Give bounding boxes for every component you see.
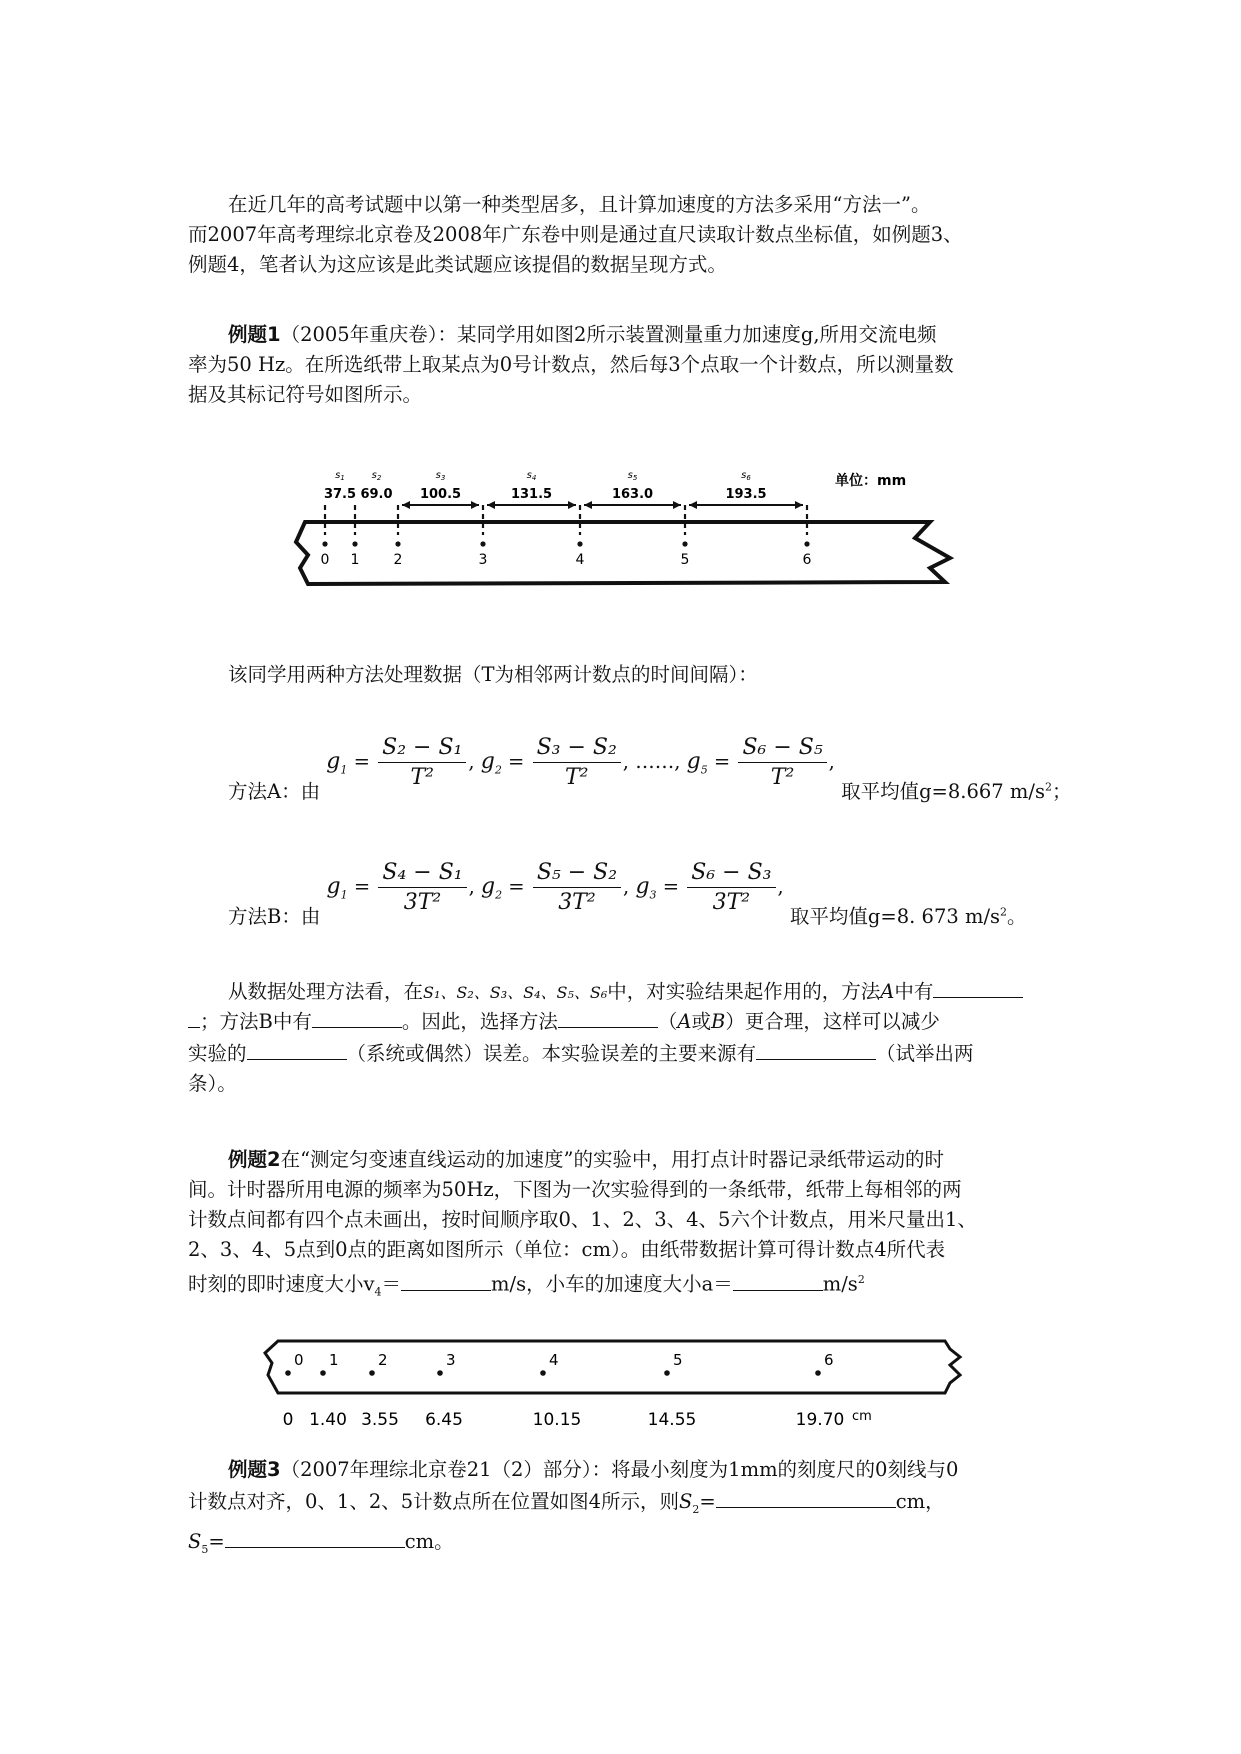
tape-1-arrowhead xyxy=(584,501,592,509)
tape-2-value: 10.15 xyxy=(532,1410,582,1430)
q-text-11: （试举出两 xyxy=(876,1042,974,1065)
example-1-line-3: 据及其标记符号如图所示。 xyxy=(188,383,423,406)
tape-2-dot xyxy=(815,1370,821,1376)
intro-paragraph xyxy=(188,190,1068,220)
tape-1-dot xyxy=(395,541,400,546)
method-a-g2: $g_2$ xyxy=(480,749,502,777)
q-text-2: 中，对实验结果起作用的，方法 xyxy=(607,980,881,1003)
example-2-line-2: 间。计时器所用电源的频率为50Hz，下图为一次实验得到的一条纸带，纸带上每相邻的两 xyxy=(188,1178,962,1201)
q-symbols: S₁、S₂、S₃、S₄、S₅、S₆ xyxy=(423,983,608,1002)
example-2-cont xyxy=(188,1175,1068,1307)
tape-2-point-label: 6 xyxy=(824,1351,834,1369)
tape-1-seg-symbol: $s_6$ xyxy=(741,470,751,482)
tape-1-arrowhead xyxy=(673,501,681,509)
method-b-suffix: 取平均值g=8. 673 $m/s^2$。 xyxy=(789,905,1027,928)
tape-1-seg-symbol: $s_2$ xyxy=(371,470,382,482)
tape-1-seg-value: 100.5 xyxy=(419,487,462,502)
q-text-6: （ xyxy=(657,1010,678,1033)
tape-1-arrowhead xyxy=(471,501,479,509)
tape-1-dot xyxy=(804,541,809,546)
example-2-paragraph xyxy=(188,1145,1068,1175)
tape-2-outline xyxy=(265,1341,960,1393)
tape-1-seg-value: 193.5 xyxy=(725,487,767,502)
method-a-formula: 方法A：由 $g_1$ = $\frac{\text{S₂ − S₁}}{\text{T²}}$ , $g_2$ = $\frac{\text{S₃ − S₂}}{\text{T²}}$ , ……, $g_5$ = $\frac{\text{S₆ − S₅}}{\text{T²}}$ , 取平均值g=8.667 $m/s^2$； xyxy=(228,735,1072,803)
example-1-question-cont xyxy=(188,1005,1068,1099)
tape-1-dot xyxy=(480,541,485,546)
tape-1-arrowhead xyxy=(487,501,495,509)
tape-1-point-label: 5 xyxy=(680,552,690,568)
tape-1-arrowhead xyxy=(795,501,803,509)
answer-blank-s5[interactable] xyxy=(225,1525,405,1548)
q-text-8: ）更合理，这样可以减少 xyxy=(725,1010,940,1033)
tape-1-seg-symbol: $s_1$ xyxy=(335,470,345,482)
example-1-paragraph xyxy=(188,320,1068,350)
answer-blank-5[interactable] xyxy=(756,1037,876,1060)
tape-2-point-label: 5 xyxy=(673,1351,683,1369)
method-b-fraction-3: $\frac{\text{S₆ − S₃}}{\text{3T²}}$ xyxy=(687,860,775,915)
q-b: B xyxy=(710,1010,726,1033)
q-text-10: （系统或偶然）误差。本实验误差的主要来源有 xyxy=(346,1042,757,1065)
q-text-5: 。因此，选择方法 xyxy=(401,1010,558,1033)
tape-2-point-label: 0 xyxy=(294,1351,304,1369)
tape-1-point-label: 0 xyxy=(320,552,330,568)
method-a-g5: $g_5$ xyxy=(686,749,708,777)
tape-1-arrowhead xyxy=(402,501,410,509)
tape-1-dot xyxy=(577,541,582,546)
method-b-fraction-1: $\frac{\text{S₄ − S₁}}{\text{3T²}}$ xyxy=(378,860,466,915)
example-3-line-2: 计数点对齐，0、1、2、5计数点所在位置如图4所示，则$S_2=$ cm， xyxy=(188,1485,1068,1525)
method-b-prefix: 方法B：由 xyxy=(228,905,321,928)
method-a-fraction-1: $\frac{\text{S₂ − S₁}}{\text{T²}}$ xyxy=(378,735,466,790)
q-text-1: 从数据处理方法看，在 xyxy=(228,980,424,1003)
tape-2-dot xyxy=(664,1370,670,1376)
example-3-paragraph xyxy=(188,1455,1068,1485)
tape-1-dot xyxy=(322,541,327,546)
tape-2-value: 0 xyxy=(282,1410,294,1430)
example-1-label: 例题1 xyxy=(228,323,281,346)
tape-2-value: 14.55 xyxy=(647,1410,697,1430)
tape-figure-2 xyxy=(260,1335,980,1435)
tape-1-point-label: 6 xyxy=(802,552,812,568)
answer-blank-3[interactable] xyxy=(558,1005,658,1028)
tape-2-dot xyxy=(540,1370,546,1376)
q-a2: A xyxy=(677,1010,692,1033)
answer-blank-2[interactable] xyxy=(312,1005,402,1028)
tape-1-seg-value: 163.0 xyxy=(611,487,654,502)
example-1-line-2: 率为50 Hz。在所选纸带上取某点为0号计数点，然后每3个点取一个计数点，所以测量数 xyxy=(188,353,954,376)
example-1-line-1: （2005年重庆卷）：某同学用如图2所示装置测量重力加速度g,所用交流电频 xyxy=(280,323,937,346)
q-text-3: 中有 xyxy=(894,980,934,1003)
method-intro-text: 该同学用两种方法处理数据（T为相邻两计数点的时间间隔）： xyxy=(228,663,758,686)
tape-2-point-label: 4 xyxy=(549,1351,559,1369)
q-text-12: 条）。 xyxy=(188,1072,237,1095)
tape-1-unit: 单位：mm xyxy=(835,473,907,489)
method-b-g3: $g_3$ xyxy=(635,874,657,902)
answer-blank-4[interactable] xyxy=(247,1037,347,1060)
q-text-4: ；方法B中有 xyxy=(200,1010,312,1033)
tape-2-point-label: 3 xyxy=(446,1351,456,1369)
example-2-label: 例题2 xyxy=(228,1148,281,1171)
tape-2-point-label: 2 xyxy=(378,1351,388,1369)
tape-2-value: 19.70 xyxy=(795,1410,845,1430)
example-1-question xyxy=(188,975,1068,1008)
example-2-line-1: 在“测定匀变速直线运动的加速度”的实验中，用打点计时器记录纸带运动的时 xyxy=(280,1148,945,1171)
example-3-label: 例题3 xyxy=(228,1458,281,1481)
method-b-formula: 方法B：由 $g_1$ = $\frac{\text{S₄ − S₁}}{\text{3T²}}$ , $g_2$ = $\frac{\text{S₅ − S₂}}{\text{3T²}}$ , $g_3$ = $\frac{\text{S₆ − S₃}}{\text{3T²}}$ , 取平均值g=8. 673 $m/s^2$。 xyxy=(228,860,1027,928)
tape-2-dot xyxy=(369,1370,375,1376)
method-b-g1: $g_1$ xyxy=(326,874,348,902)
example-3-line-1: （2007年理综北京卷21（2）部分）：将最小刻度为1mm的刻度尺的0刻线与0 xyxy=(280,1458,959,1481)
example-2-line-4: 2、3、4、5点到0点的距离如图所示（单位：cm）。由纸带数据计算可得计数点4所代表 xyxy=(188,1238,946,1261)
tape-1-arrowhead xyxy=(568,501,576,509)
example-2-line-5: 时刻的即时速度大小$v_4= m/s$，小车的加速度大小$a= m/s^2$ xyxy=(188,1265,1068,1307)
tape-figure-1 xyxy=(290,460,970,610)
tape-2-dot xyxy=(320,1370,326,1376)
q-text-7: 或 xyxy=(691,1010,711,1033)
intro-line-3: 例题4，笔者认为这应该是此类试题应该提倡的数据呈现方式。 xyxy=(188,253,727,276)
method-a-prefix: 方法A：由 xyxy=(228,780,321,803)
method-a-suffix: 取平均值g=8.667 $m/s^2$； xyxy=(841,780,1072,803)
example-3-line-3: $S_5=$ cm。 xyxy=(188,1525,1068,1565)
intro-line-2-wrap xyxy=(188,220,1068,280)
method-a-fraction-5: $\frac{\text{S₆ − S₅}}{\text{T²}}$ xyxy=(738,735,826,790)
tape-1-seg-symbol: $s_5$ xyxy=(627,470,638,482)
intro-line-1: 在近几年的高考试题中以第一种类型居多，且计算加速度的方法多采用“方法一”。 xyxy=(228,193,931,216)
tape-2-point-label: 1 xyxy=(329,1351,339,1369)
method-a-dots: ……, xyxy=(635,750,681,773)
tape-1-seg-symbol: $s_4$ xyxy=(526,470,537,482)
example-2-line-3: 计数点间都有四个点未画出，按时间顺序取0、1、2、3、4、5六个计数点，用米尺量出1、 xyxy=(188,1208,977,1231)
tape-2-value: 3.55 xyxy=(361,1410,399,1430)
tape-1-dot xyxy=(352,541,357,546)
answer-blank-s2[interactable] xyxy=(716,1485,896,1508)
answer-blank-1[interactable] xyxy=(933,975,1023,998)
tape-2-unit: cm xyxy=(852,1409,872,1424)
tape-1-seg-value: 131.5 xyxy=(510,487,553,502)
tape-1-point-label: 3 xyxy=(478,552,488,568)
method-intro xyxy=(188,660,1068,690)
example-3-cont xyxy=(188,1485,1068,1565)
example-1-cont xyxy=(188,350,1068,410)
tape-1-point-label: 2 xyxy=(393,552,403,568)
tape-1-arrowhead xyxy=(689,501,697,509)
method-a-g1: $g_1$ xyxy=(326,749,348,777)
q-a: A xyxy=(880,980,895,1003)
tape-1-seg-value: 69.0 xyxy=(360,487,393,502)
tape-1-dot xyxy=(682,541,687,546)
tape-2-dot xyxy=(285,1370,291,1376)
tape-1-seg-value: 37.5 xyxy=(323,487,357,502)
intro-line-2: 而2007年高考理综北京卷及2008年广东卷中则是通过直尺读取计数点坐标值，如例题3、 xyxy=(188,223,963,246)
tape-2-value: 6.45 xyxy=(425,1410,463,1430)
method-b-g2: $g_2$ xyxy=(481,874,503,902)
answer-blank-v4[interactable] xyxy=(401,1268,491,1291)
method-b-fraction-2: $\frac{\text{S₅ − S₂}}{\text{3T²}}$ xyxy=(533,860,621,915)
answer-blank-a[interactable] xyxy=(733,1268,823,1291)
q-text-9: 实验的 xyxy=(188,1042,247,1065)
tape-1-seg-symbol: $s_3$ xyxy=(435,470,446,482)
tape-1-point-label: 4 xyxy=(575,552,585,568)
method-a-fraction-2: $\frac{\text{S₃ − S₂}}{\text{T²}}$ xyxy=(533,735,621,790)
tape-2-value: 1.40 xyxy=(309,1410,347,1430)
tape-2-dot xyxy=(437,1370,443,1376)
tape-1-point-label: 1 xyxy=(350,552,360,568)
answer-blank-1-tail[interactable] xyxy=(188,1005,200,1028)
